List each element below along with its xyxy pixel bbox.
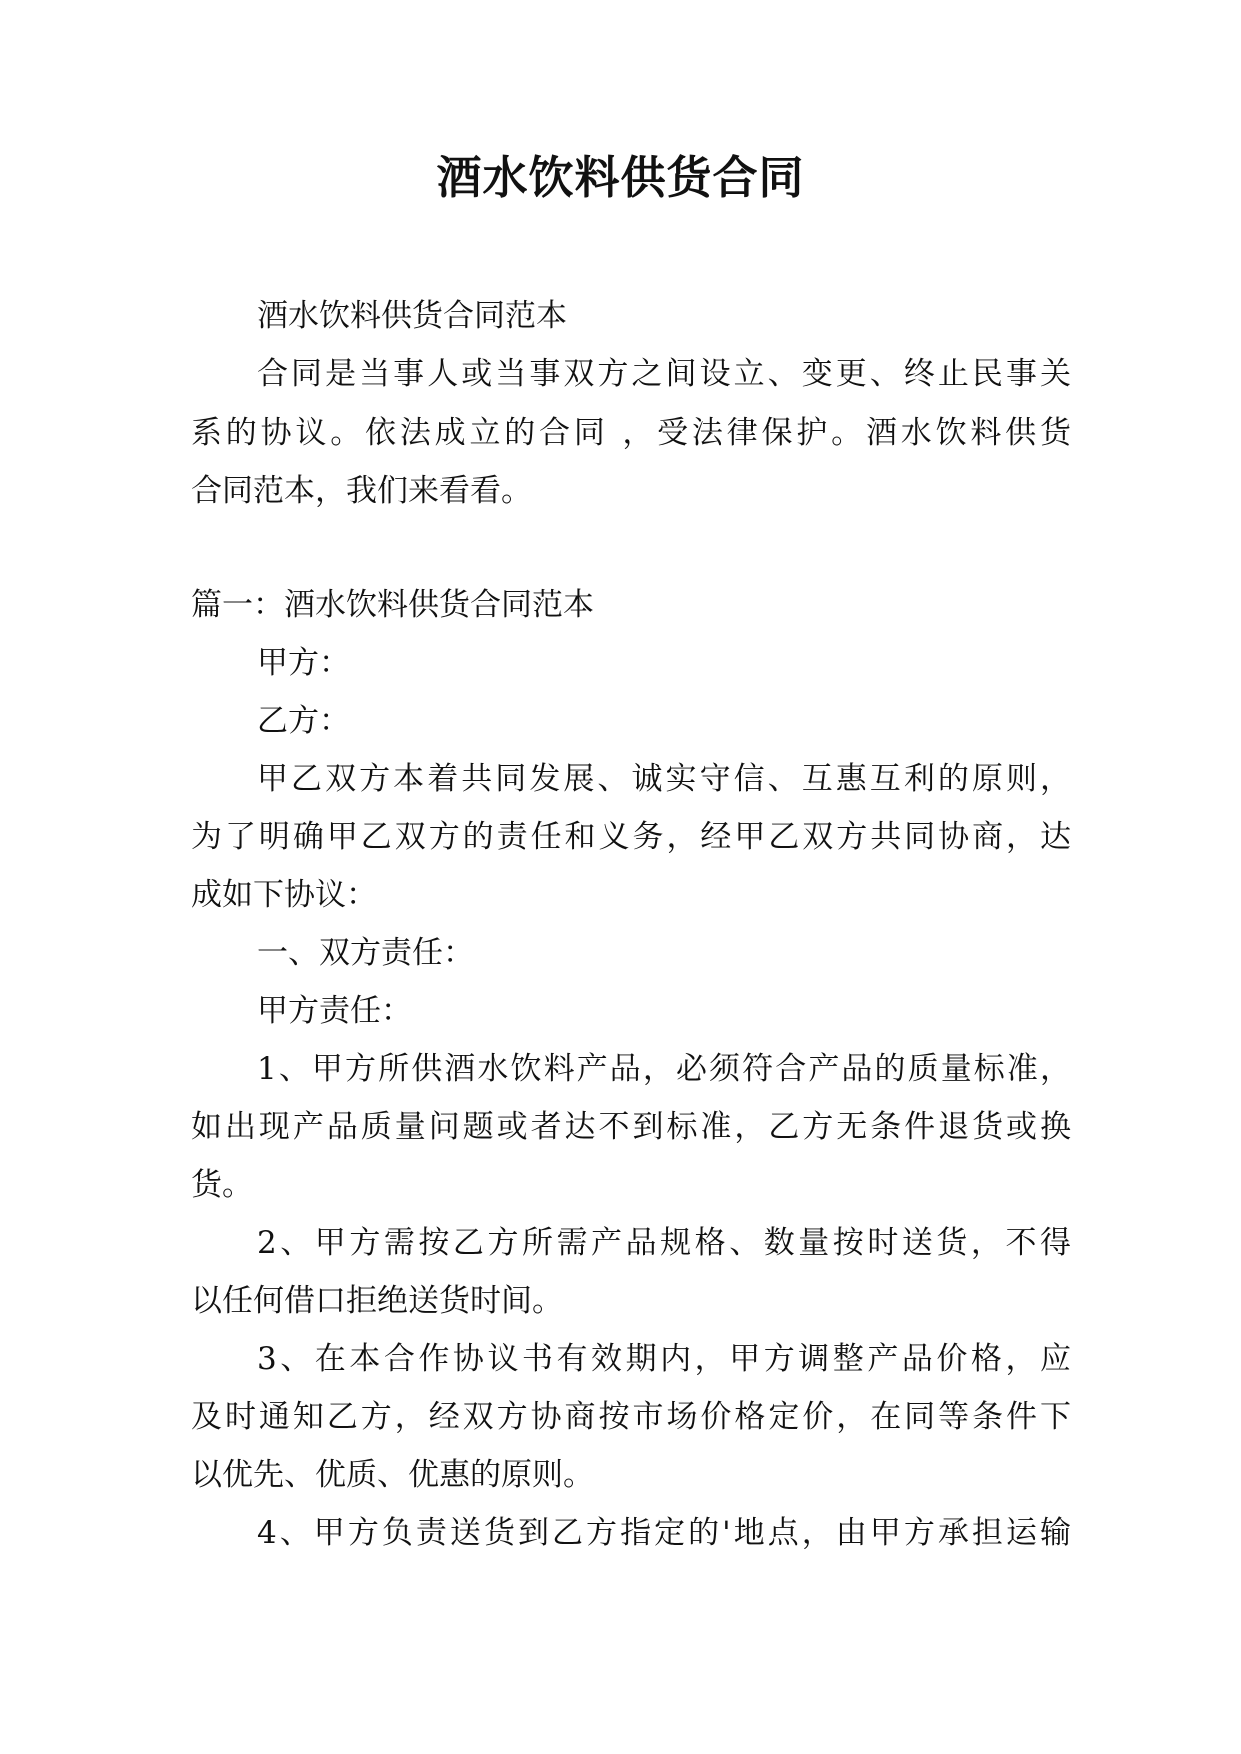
clause-heading: 一、双方责任： xyxy=(257,935,474,971)
paragraph-line: 为了明确甲乙双方的责任和义务，经甲乙双方共同协商，达 xyxy=(191,819,1071,855)
paragraph-line: 合同是当事人或当事双方之间设立、变更、终止民事关 xyxy=(257,356,1071,392)
paragraph-line: 成如下协议： xyxy=(191,877,377,913)
party-a-label: 甲方： xyxy=(257,645,350,681)
paragraph-line: 系的协议。依法成立的合同 ，受法律保护。酒水饮料供货 xyxy=(191,415,1071,451)
clause-line: 4、甲方负责送货到乙方指定的'地点，由甲方承担运输 xyxy=(257,1515,1071,1551)
paragraph-line: 甲乙双方本着共同发展、诚实守信、互惠互利的原则， xyxy=(257,761,1071,797)
clause-line: 如出现产品质量问题或者达不到标准，乙方无条件退货或换 xyxy=(191,1109,1071,1145)
clause-line: 货。 xyxy=(191,1167,253,1203)
clause-subheading: 甲方责任： xyxy=(257,993,412,1029)
clause-line: 及时通知乙方，经双方协商按市场价格定价，在同等条件下 xyxy=(191,1399,1071,1435)
clause-line: 以优先、优质、优惠的原则。 xyxy=(191,1457,594,1493)
party-b-label: 乙方： xyxy=(257,703,350,739)
clause-line: 3、在本合作协议书有效期内，甲方调整产品价格，应 xyxy=(257,1341,1071,1377)
clause-line: 1、甲方所供酒水饮料产品，必须符合产品的质量标准， xyxy=(257,1051,1071,1087)
subtitle-line: 酒水饮料供货合同范本 xyxy=(257,298,567,334)
document-title: 酒水饮料供货合同 xyxy=(436,151,805,204)
paragraph-line: 合同范本，我们来看看。 xyxy=(191,473,532,509)
clause-line: 2、甲方需按乙方所需产品规格、数量按时送货，不得 xyxy=(257,1225,1071,1261)
section-heading: 篇一：酒水饮料供货合同范本 xyxy=(191,587,594,623)
clause-line: 以任何借口拒绝送货时间。 xyxy=(191,1283,563,1319)
